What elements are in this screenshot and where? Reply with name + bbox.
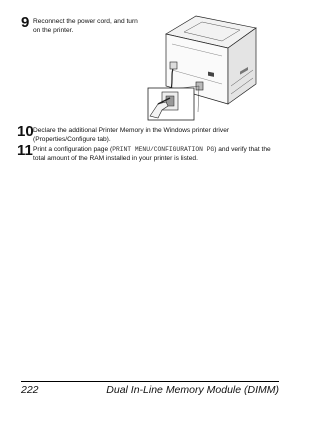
step-text: Reconnect the power cord, and turn on the printer. <box>33 18 138 34</box>
menu-path-code: PRINT MENU/CONFIGURATION PG <box>112 146 215 153</box>
step-10 <box>17 123 278 144</box>
page-number: 222 <box>21 384 39 396</box>
step-text-end: ) and verify that the total amount of the RAM installed in your printer is listed. <box>33 146 271 162</box>
step-number: 10 <box>17 123 34 140</box>
step-text: Declare the additional Printer Memory in the Windows printer driver (Properties/Configure tab). <box>33 127 230 143</box>
printer-power-cord-illustration <box>144 12 264 122</box>
step-9 <box>21 14 145 35</box>
step-text-start: Print a configuration page ( <box>33 146 113 153</box>
step-number: 9 <box>21 14 30 31</box>
step-number: 11 <box>17 142 33 159</box>
step-11 <box>17 142 278 163</box>
step-text <box>33 146 278 163</box>
section-title: Dual In-Line Memory Module (DIMM) <box>106 384 279 396</box>
footer-rule <box>21 381 279 382</box>
